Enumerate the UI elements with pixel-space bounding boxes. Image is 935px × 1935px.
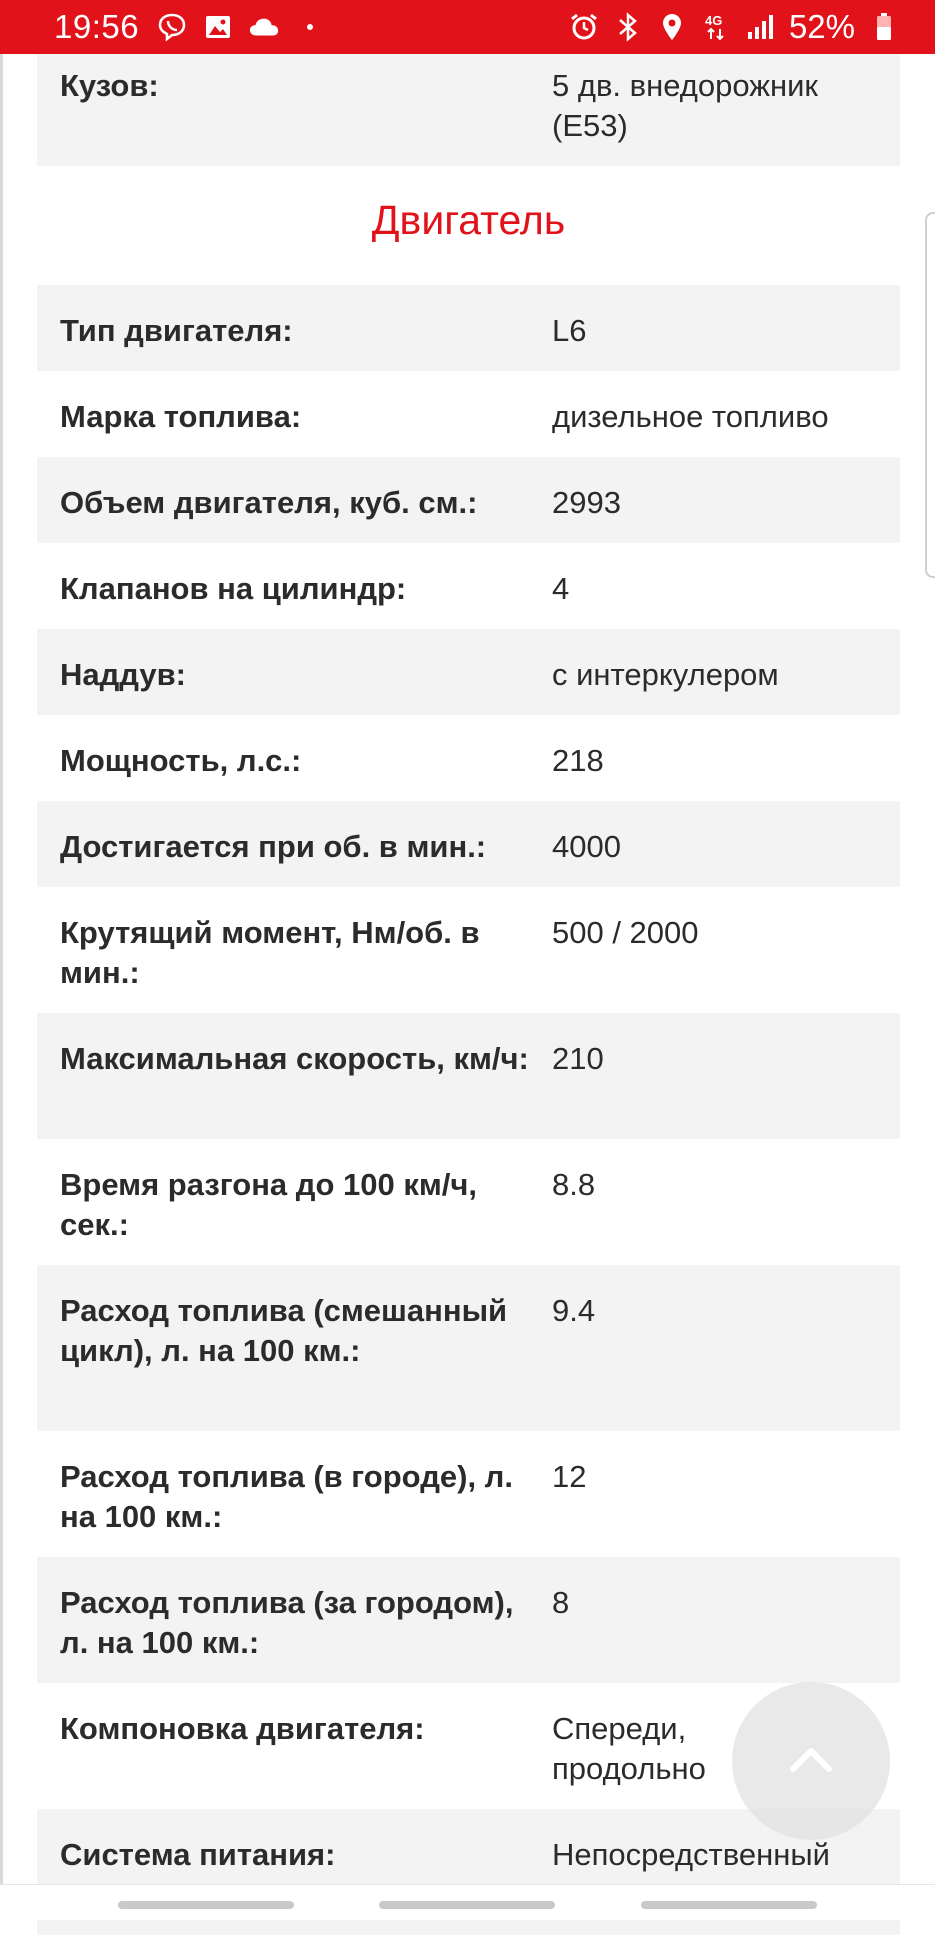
spec-row-body [37, 54, 900, 166]
spec-value: 210 [552, 1041, 604, 1076]
page-edge [0, 54, 3, 1884]
spec-value: 8.8 [552, 1167, 596, 1202]
spec-value: Непосредственный [552, 1837, 830, 1872]
signal-icon [745, 12, 775, 42]
spec-label: Время разгона до 100 км/ч, сек.: [60, 1167, 478, 1242]
spec-label: Достигается при об. в мин.: [60, 829, 487, 864]
spec-value: Спереди, продольно [552, 1711, 706, 1786]
spec-row [37, 887, 900, 1013]
spec-value: 500 / 2000 [552, 915, 699, 950]
navigation-bar [0, 1884, 935, 1920]
spec-label: Тип двигателя: [60, 313, 293, 348]
spec-label: Расход топлива (за городом), л. на 100 км.: [60, 1585, 514, 1660]
spec-value: 4000 [552, 829, 621, 864]
network-4g-icon [701, 12, 731, 42]
spec-row [37, 1557, 900, 1683]
cloud-icon [249, 12, 279, 42]
spec-value: 9.4 [552, 1293, 596, 1328]
spec-row [37, 1139, 900, 1265]
spec-label: Клапанов на цилиндр: [60, 571, 407, 606]
viber-icon [157, 12, 187, 42]
nav-home-button[interactable] [379, 1901, 555, 1909]
spec-value: с интеркулером [552, 657, 779, 692]
scroll-to-top-button[interactable] [732, 1682, 890, 1840]
spec-label: Объем двигателя, куб. см.: [60, 485, 478, 520]
section-title: Двигатель [371, 197, 566, 243]
alarm-icon [569, 12, 599, 42]
spec-row [37, 1013, 900, 1139]
spec-label: Расход топлива (смешанный цикл), л. на 100 км.: [60, 1293, 508, 1368]
nav-recents-button[interactable] [118, 1901, 294, 1909]
spec-value: 218 [552, 743, 604, 778]
spec-row [37, 1265, 900, 1431]
battery-icon [869, 12, 899, 42]
spec-label: Кузов: [60, 68, 159, 103]
spec-label: Максимальная скорость, км/ч: [60, 1041, 529, 1076]
spec-row [37, 285, 900, 371]
spec-label: Компоновка двигателя: [60, 1711, 425, 1746]
status-time: 19:56 [54, 8, 140, 45]
location-icon [657, 12, 687, 42]
spec-row [37, 371, 900, 457]
spec-label: Мощность, л.с.: [60, 743, 302, 778]
spec-label: Крутящий момент, Нм/об. в мин.: [60, 915, 480, 990]
spec-row [37, 543, 900, 629]
spec-label: Наддув: [60, 657, 186, 692]
spec-label: Марка топлива: [60, 399, 302, 434]
section-header [37, 166, 900, 285]
spec-value: 4 [552, 571, 570, 606]
specs-content [37, 54, 900, 1935]
spec-row [37, 715, 900, 801]
chevron-up-icon [789, 1745, 833, 1778]
status-right-icons [569, 8, 899, 46]
spec-value: L6 [552, 313, 587, 348]
spec-label: Система питания: [60, 1837, 336, 1872]
spec-row [37, 801, 900, 887]
status-left-icons [157, 12, 325, 42]
spec-value: 5 дв. внедорожник (E53) [552, 68, 818, 143]
svg-text:4G: 4G [704, 13, 723, 28]
spec-label: Расход топлива (в городе), л. на 100 км.: [60, 1459, 513, 1534]
spec-row [37, 1431, 900, 1557]
dot-icon [295, 12, 325, 42]
spec-value: 12 [552, 1459, 587, 1494]
spec-row [37, 629, 900, 715]
edge-panel-handle[interactable] [925, 212, 935, 578]
spec-row [37, 457, 900, 543]
spec-value: дизельное топливо [552, 399, 829, 434]
spec-value: 8 [552, 1585, 570, 1620]
bluetooth-icon [613, 12, 643, 42]
status-bar [0, 0, 935, 54]
nav-back-button[interactable] [641, 1901, 817, 1909]
battery-percent: 52% [788, 8, 855, 45]
gallery-icon [203, 12, 233, 42]
spec-value: 2993 [552, 485, 621, 520]
